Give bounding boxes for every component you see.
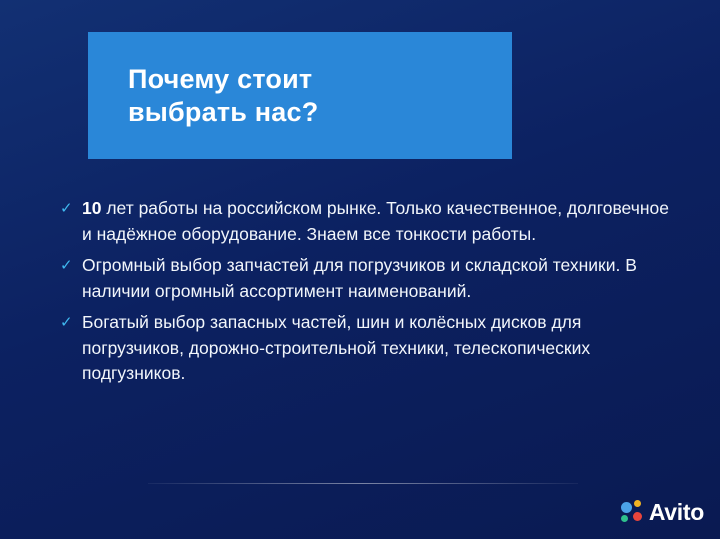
bullet-body: лет работы на российском рынке. Только качественное, долговечное и надёжное оборудование. Знаем все тонкости работы. — [82, 198, 669, 244]
title-banner — [88, 32, 512, 159]
avito-watermark — [621, 497, 704, 527]
bullet-text — [82, 310, 670, 387]
bullet-lead: 10 — [82, 198, 102, 218]
divider — [148, 483, 578, 484]
bullet-body: Огромный выбор запчастей для погрузчиков и складской техники. В наличии огромный ассортимент наименований. — [82, 255, 637, 301]
bullet-body: Богатый выбор запасных частей, шин и колёсных дисков для погрузчиков, дорожно-строительной техники, телескопических подгузников. — [82, 312, 591, 383]
avito-wordmark: Avito — [648, 498, 704, 525]
check-icon: ✓ — [60, 257, 73, 274]
title-line-1: Почему стоит — [128, 63, 313, 94]
list-item — [60, 310, 670, 387]
bullet-text — [82, 196, 670, 247]
bullet-list — [60, 196, 670, 393]
title-line-2: выбрать нас? — [128, 96, 319, 127]
bullet-text — [82, 253, 670, 304]
check-icon: ✓ — [60, 314, 73, 331]
list-item — [60, 253, 670, 304]
check-icon: ✓ — [60, 200, 73, 217]
avito-logo-icon — [621, 500, 645, 524]
list-item — [60, 196, 670, 247]
